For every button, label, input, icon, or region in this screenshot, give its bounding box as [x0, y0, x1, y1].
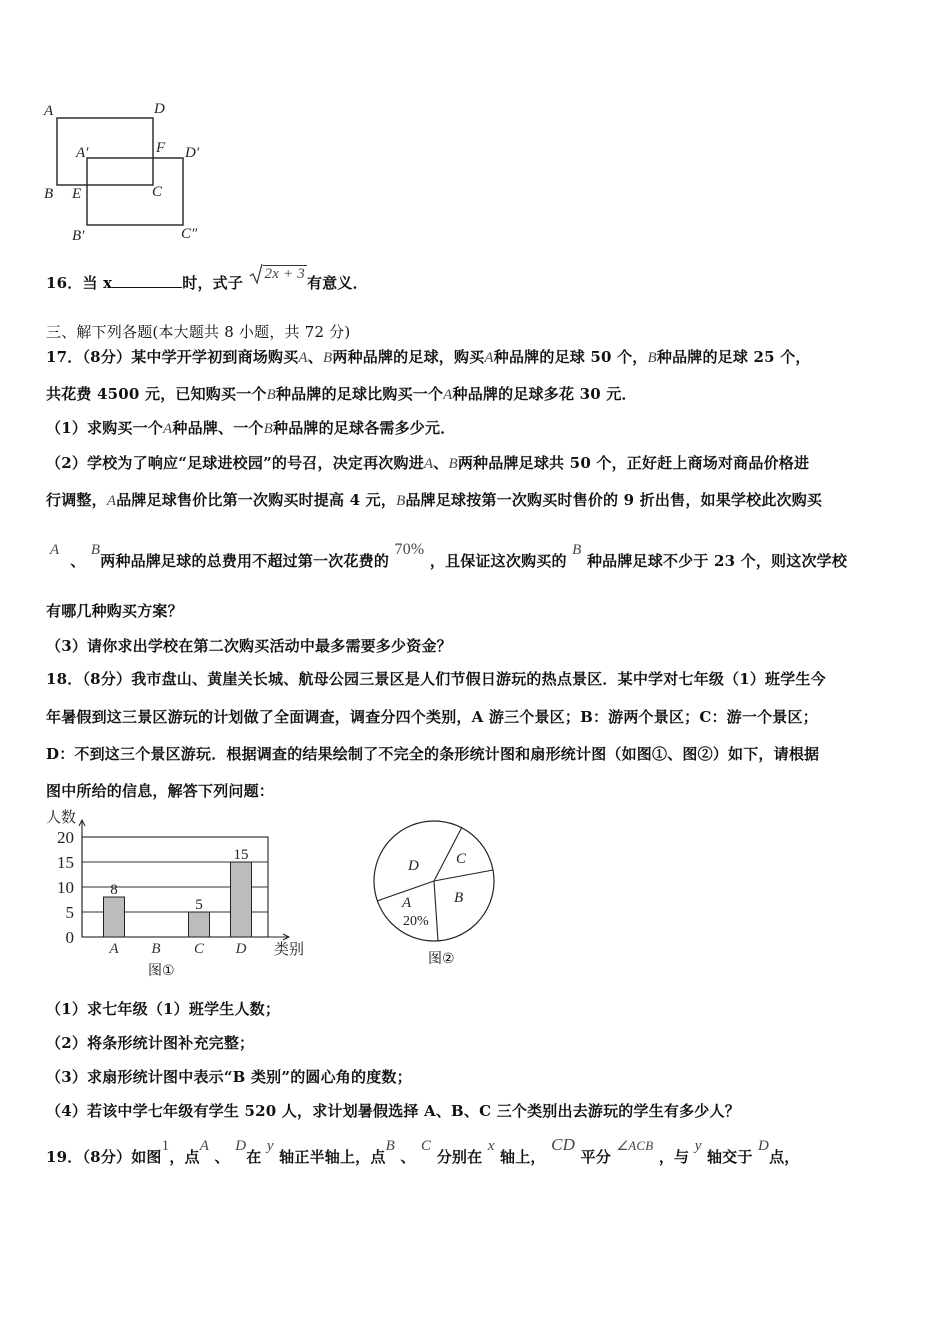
label-F: F — [156, 140, 166, 156]
radical-sign-icon — [249, 263, 263, 285]
q17-text: 种品牌、一个 — [172, 419, 264, 437]
q19-text: 分别在 — [436, 1148, 483, 1166]
q18-line-3: D：不到这三个景区游玩．根据调查的结果绘制了不完全的条形统计图和扇形统计图（如图①、图②）如下，请根据 — [46, 745, 820, 763]
var-A: A — [106, 493, 117, 509]
q17-line-2 — [46, 383, 637, 404]
var-C: C — [421, 1138, 432, 1154]
q17-text: 种品牌的足球多花 30 元． — [452, 385, 637, 403]
var-A: A — [443, 387, 453, 403]
q19-text: 点， — [769, 1148, 800, 1166]
pie-label-D: D — [408, 858, 419, 874]
q18-part-4: （4）若该中学七年级有学生 520 人，求计划暑假选择 A、B、C 三个类别出去游玩的学生有多少人？ — [46, 1102, 740, 1120]
bar-value-label-A: 8 — [110, 882, 118, 898]
x-tick-label-C: C — [193, 941, 205, 957]
q17-text: 两种品牌足球共 50 个，正好赶上商场对商品价格进 — [457, 454, 810, 472]
sep: 、 — [214, 1148, 230, 1166]
q19-text: ，与 — [658, 1148, 690, 1166]
sep: 、 — [307, 348, 323, 366]
q17-part-2-line-4: 有哪几种购买方案？ — [46, 602, 183, 620]
q16-suffix: 有意义． — [306, 274, 368, 292]
pie-divider-b-c — [434, 870, 493, 881]
bar-A — [104, 897, 125, 937]
q17-text: 品牌足球按第一次购买时售价的 9 折出售，如果学校此次购买 — [405, 491, 823, 509]
pie-label-A: A — [402, 895, 412, 911]
geometry-figure — [40, 98, 220, 248]
pie-divider-a-b — [434, 881, 438, 941]
q19-text: ，点 — [169, 1148, 200, 1166]
var-B: B — [385, 1138, 395, 1154]
pie-label-C: C — [456, 851, 467, 867]
var-B: B — [263, 421, 273, 437]
q16-mid: 时，式子 — [182, 274, 244, 292]
q19-text: 在 — [246, 1148, 262, 1166]
var-B: B — [572, 542, 582, 558]
sep: 、 — [433, 454, 449, 472]
pie-label-B: B — [454, 890, 464, 906]
var-B: B — [323, 350, 333, 366]
y-tick-label: 15 — [57, 853, 74, 872]
q17-text: 种品牌的足球 25 个， — [656, 348, 811, 366]
q17-text: 品牌足球售价比第一次购买时提高 4 元， — [116, 491, 397, 509]
q16-prefix: 16．当 x — [46, 274, 113, 292]
var-CD: CD — [551, 1135, 576, 1154]
var-A: A — [199, 1138, 210, 1154]
label-A-prime: A′ — [76, 145, 89, 161]
var-B: B — [448, 456, 458, 472]
bar-chart-svg — [36, 805, 326, 985]
x-tick-label-A: A — [109, 941, 119, 957]
q17-text: 17．（8分）某中学开学初到商场购买 — [46, 348, 299, 366]
bar-chart — [36, 805, 326, 985]
radicand: 2x + 3 — [264, 266, 305, 282]
section-3-title: 三、解下列各题(本大题共 8 小题，共 72 分) — [46, 323, 351, 341]
q18-line-1: 18．（8分）我市盘山、黄崖关长城、航母公园三景区是人们节假日游玩的热点景区．某中学对七年级（1）班学生今 — [46, 670, 826, 688]
pie-label-A-percent: 20% — [403, 914, 429, 929]
sep: 、 — [70, 552, 86, 570]
var-A: A — [484, 350, 494, 366]
q18-line-4: 图中所给的信息，解答下列问题： — [46, 782, 275, 800]
q17-text: 种品牌的足球各需多少元． — [273, 419, 456, 437]
q17-part-2-line-2 — [46, 489, 822, 510]
q17-text: （1）求购买一个 — [46, 419, 164, 437]
figure-number: 1 — [161, 1138, 170, 1154]
label-E: E — [72, 186, 82, 202]
var-D: D — [235, 1138, 247, 1154]
pie-chart — [370, 820, 500, 970]
q17-part-2-line-1 — [46, 452, 809, 473]
label-C: C — [152, 184, 163, 200]
var-B: B — [90, 542, 101, 558]
pie-chart-svg — [370, 820, 500, 950]
q19-text: 轴上， — [500, 1148, 546, 1166]
bar-D — [231, 862, 252, 937]
var-A: A — [163, 421, 173, 437]
q18-line-2: 年暑假到这三景区游玩的计划做了全面调查，调查分四个类别，A 游三个景区；B：游两个景区；C：游一个景区； — [46, 708, 818, 726]
y-tick-label: 10 — [57, 878, 74, 897]
q17-text: 种品牌的足球 50 个， — [493, 348, 648, 366]
q18-part-2: （2）将条形统计图补充完整； — [46, 1034, 255, 1052]
label-C-double-prime: C″ — [181, 226, 198, 242]
q17-text: 种品牌足球不少于 23 个，则这次学校 — [586, 552, 848, 570]
x-tick-label-D: D — [235, 941, 247, 957]
x-axis-label: 类别 — [274, 942, 305, 958]
var-B: B — [266, 387, 276, 403]
q19-text: 轴交于 — [706, 1148, 753, 1166]
pie-caption: 图② — [428, 951, 455, 967]
bar-C — [189, 912, 210, 937]
q17-text: （2）学校为了响应“足球进校园”的号召，决定再次购进 — [46, 454, 424, 472]
label-A: A — [44, 103, 54, 119]
var-y: y — [266, 1138, 274, 1154]
percent-70: 70% — [394, 541, 425, 558]
q17-text: ，且保证这次购买的 — [429, 552, 567, 570]
q17-part-2-line-3 — [46, 541, 848, 571]
x-tick-label-B: B — [151, 941, 161, 957]
var-A: A — [298, 350, 308, 366]
question-16 — [46, 266, 368, 295]
y-tick-label: 5 — [65, 903, 74, 922]
angle-ACB: ∠ACB — [616, 1138, 654, 1153]
y-axis-label: 人数 — [46, 810, 77, 826]
var-D: D — [758, 1138, 770, 1154]
q17-text: 种品牌的足球比购买一个 — [275, 385, 444, 403]
q17-part-3: （3）请你求出学校在第二次购买活动中最多需要多少资金？ — [46, 637, 452, 655]
var-A: A — [423, 456, 434, 472]
y-tick-label: 0 — [65, 928, 74, 947]
label-D-prime: D′ — [185, 145, 200, 161]
q17-part-1 — [46, 417, 455, 438]
q19-text: 平分 — [580, 1148, 611, 1166]
q17-line-1 — [46, 346, 811, 367]
q19-line-1 — [46, 1135, 800, 1167]
q16-blank — [112, 275, 182, 288]
radical-expression — [249, 263, 307, 285]
q19-text: 轴正半轴上，点 — [279, 1148, 386, 1166]
q17-text: 两种品牌足球的总费用不超过第一次花费的 — [100, 552, 390, 570]
q19-text: 19．（8分）如图 — [46, 1148, 162, 1166]
q18-part-3: （3）求扇形统计图中表示“B 类别”的圆心角的度数； — [46, 1068, 412, 1086]
q17-text: 共花费 4500 元，已知购买一个 — [46, 385, 267, 403]
label-B: B — [44, 186, 54, 202]
bar-value-label-C: 5 — [195, 897, 203, 913]
q17-text: 行调整， — [46, 491, 107, 509]
var-A: A — [50, 542, 60, 558]
var-B: B — [647, 350, 657, 366]
sep: 、 — [400, 1148, 416, 1166]
label-B-prime: B′ — [72, 228, 85, 244]
var-B: B — [396, 493, 406, 509]
var-x: x — [487, 1138, 495, 1154]
var-y: y — [694, 1138, 702, 1154]
q18-part-1: （1）求七年级（1）班学生人数； — [46, 1000, 281, 1018]
label-D: D — [154, 101, 165, 117]
chart-caption: 图① — [148, 963, 175, 979]
q17-text: 两种品牌的足球，购买 — [332, 348, 485, 366]
y-tick-label: 20 — [57, 828, 74, 847]
bar-value-label-D: 15 — [233, 847, 249, 863]
